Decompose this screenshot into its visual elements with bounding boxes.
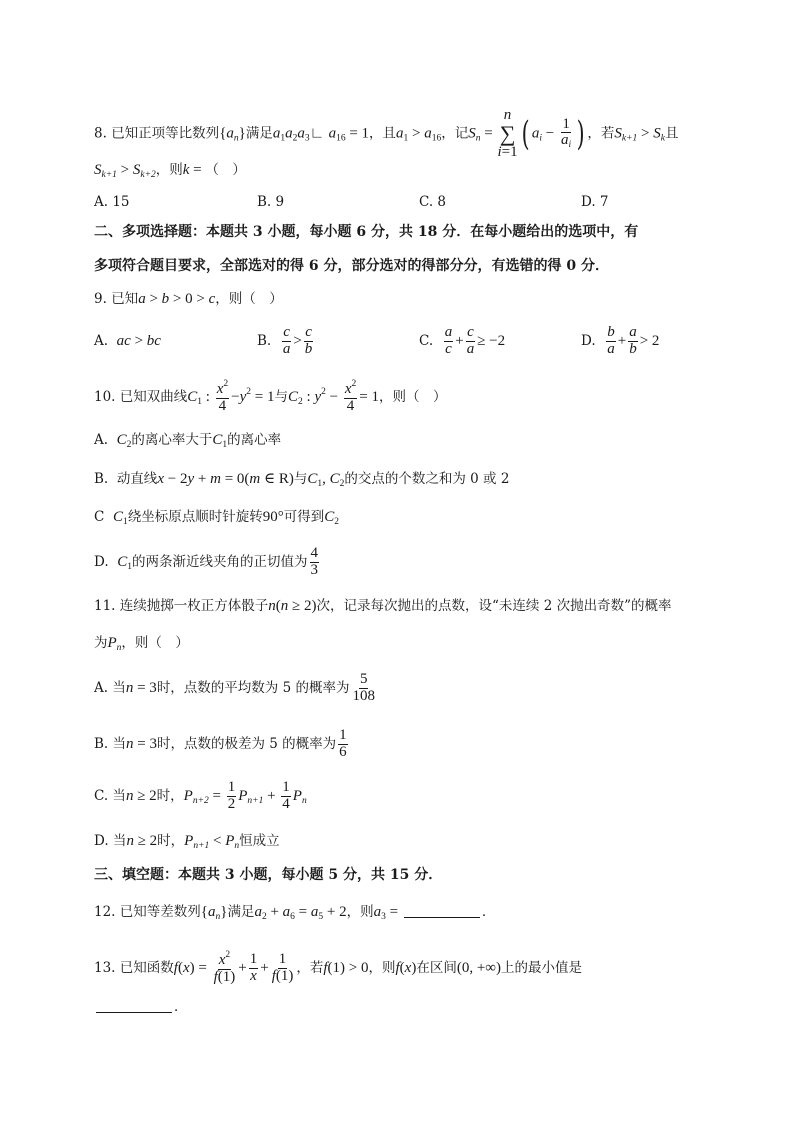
option-text: 时，点数的平均数为 5 的概率为 [156, 679, 350, 696]
option-label: D. 当 [94, 833, 127, 849]
q13-text: 在区间 [416, 959, 457, 976]
q13-answer-blank[interactable] [96, 1000, 172, 1013]
q9-option-c: C. $\frac{a}{c}$ + $\frac{c}{a}$ ≥ −2 [419, 324, 506, 357]
q8-line1: 8. 已知正项等比数列$\{a_n\}$满足$a_1a_2a_3∟$ $a_{16} = 1$，且$a_1 > a_{16}$，记$S_n$ = n ∑ i=1 ( $a_i$ − $\frac{1}{a_i}$ ) ，若$S_{k+1} > S_k$且 [94, 107, 679, 160]
q11-number: 11. [94, 598, 116, 614]
q10-text: 已知双曲线 [119, 388, 188, 405]
q11-option-a: A. 当n = 3时，点数的平均数为 5 的概率为 $\frac{5}{108}$ [94, 671, 375, 704]
q13-number: 13. [94, 959, 116, 976]
option-text: 恒成立 [239, 833, 280, 849]
option-text: 的两条渐近线夹角的正切值为 [132, 553, 308, 570]
option-label: B. 当 [94, 735, 127, 752]
q11-text: 连续抛掷一枚正方体骰子 [119, 598, 269, 614]
q12-text: 已知等差数列 [119, 904, 201, 920]
option-text: 的离心率大于 [131, 432, 213, 448]
q9-text: 已知 [111, 291, 139, 307]
option-text: 的离心率 [227, 432, 282, 448]
option-label: A. 当 [94, 679, 126, 696]
option-text: 时， [156, 787, 184, 804]
option-text: 的交点的个数之和为 0 或 2 [344, 471, 510, 487]
q9-stem: 9. 已知a > b > 0 > c，则（ ） [94, 291, 283, 307]
q10-number: 10. [94, 388, 116, 405]
q8-text: ，若 [587, 125, 615, 142]
q11-option-b: B. 当n = 3时，点数的极差为 5 的概率为 $\frac{1}{6}$ [94, 727, 347, 760]
q8-option-d: D. 7 [581, 194, 609, 210]
option-label: C [94, 509, 105, 525]
q8-line2: $S_{k+1} > S_{k+2}$，则k = （ ） [94, 162, 246, 180]
q13-text: 已知函数 [119, 959, 174, 976]
option-text: 与 [293, 471, 308, 487]
q8-text: （ ） [205, 162, 246, 178]
section-3-heading: 三、填空题：本题共 3 小题，每小题 5 分，共 15 分． [94, 867, 443, 883]
option-label: A. [94, 432, 109, 448]
q9-number: 9. [94, 291, 107, 307]
q8-text: ，且 [369, 125, 397, 142]
q10-option-c: C $C_1$绕坐标原点顺时针旋转90°可得到$C_2$ [94, 509, 339, 527]
option-label: B. [257, 332, 272, 349]
q13-answer-line [94, 1000, 188, 1015]
q11-text: ，则（ ） [121, 635, 189, 651]
q11-text: 次，记录每次抛出的点数，设“未连续 2 次抛出奇数”的概率 [316, 598, 672, 614]
option-text: 动直线 [116, 471, 158, 487]
q13-text: ，则 [368, 959, 396, 976]
q8-text: ，记 [441, 125, 469, 142]
section-2-heading-line1: 二、多项选择题：本题共 3 小题，每小题 6 分，共 18 分．在每小题给出的选项中，有 [94, 224, 639, 240]
q8-option-a: A. 15 [94, 194, 130, 210]
q8-text: ，则 [155, 162, 183, 178]
q12-text: ． [481, 904, 496, 920]
q13-text: ，若 [296, 959, 324, 976]
option-text: 绕坐标原点顺时针旋转 [127, 509, 263, 525]
q11-option-d: D. 当n ≥ 2时，$P_{n+1} < P_n$恒成立 [94, 833, 280, 851]
q10-text: ，则（ ） [378, 388, 447, 405]
section-2-heading-line2: 多项符合题目要求，全部选对的得 6 分，部分选对的得部分分，有选错的得 0 分． [94, 258, 609, 274]
q8-option-c: C. 8 [419, 194, 447, 210]
q12-answer-blank[interactable] [404, 905, 480, 918]
option-label: A. [94, 333, 109, 349]
q12-text: ，则 [346, 904, 374, 920]
q8-text: 且 [664, 125, 679, 142]
q10-option-b: B. 动直线x − 2y + m = 0(m ∈ R)与$C_1$, $C_2$的交点的个数之和为 0 或 2 [94, 471, 510, 489]
q13-text: 上的最小值是 [501, 959, 582, 976]
q9-text: ，则（ ） [215, 291, 283, 307]
q8-text: 满足 [245, 125, 273, 142]
q13-text: ． [174, 999, 188, 1015]
q13-stem: 13. 已知函数f(x) = $\frac{x^2}{f(1)}$ + $\frac{1}{x}$ + $\frac{1}{f(1)}$ ，若f(1) > 0，则f(x)在区间(0, +∞)上的最小值是 [94, 950, 582, 985]
q8-number: 8. [94, 125, 107, 142]
option-label: B. [94, 471, 109, 487]
q10-option-a: A. $C_2$的离心率大于$C_1$的离心率 [94, 432, 282, 450]
option-label: D. [581, 332, 596, 349]
q8-text: 已知正项等比数列 [111, 125, 220, 142]
option-text: 时， [157, 833, 185, 849]
sum-symbol: n ∑ i=1 [497, 107, 518, 160]
option-label: D. [94, 553, 109, 570]
option-text: 可得到 [283, 509, 325, 525]
q9-option-d: D. $\frac{b}{a}$ + $\frac{a}{b}$ > 2 [581, 324, 660, 357]
q10-option-d: D. $C_1$的两条渐近线夹角的正切值为 $\frac{4}{3}$ [94, 545, 318, 578]
q9-option-b: B. $\frac{c}{a}$ > $\frac{c}{b}$ [257, 324, 313, 357]
q9-option-a: A. ac > bc [94, 333, 161, 349]
q10-text: 与 [274, 388, 288, 405]
q11-text: 为 [94, 635, 108, 651]
option-text: 时，点数的极差为 5 的概率为 [156, 735, 337, 752]
option-label: C. 当 [94, 787, 126, 804]
q12-text: 满足 [227, 904, 255, 920]
q11-stem-line2: 为$P_n$，则（ ） [94, 635, 189, 653]
q12-stem: 12. 已知等差数列$\{a_n\}$满足$a_2 + a_6 = a_5 + 2$，则$a_3$ = ． [94, 904, 496, 922]
q10-stem: 10. 已知双曲线$C_1$ : $\frac{x^2}{4}$ $-y^2 = 1$与$C_2$ : $y^2$ − $\frac{x^2}{4}$ = 1，则（ ） [94, 379, 447, 414]
q11-stem-line1: 11. 连续抛掷一枚正方体骰子n(n ≥ 2)次，记录每次抛出的点数，设“未连续 2 次抛出奇数”的概率 [94, 598, 672, 614]
q12-number: 12. [94, 904, 116, 920]
q11-option-c: C. 当n ≥ 2时，$P_{n+2}$ = $\frac{1}{2}$ $P_{n+1}$ + $\frac{1}{4}$ $P_n$ [94, 779, 307, 812]
option-label: C. [419, 332, 434, 349]
q8-option-b: B. 9 [257, 194, 285, 210]
